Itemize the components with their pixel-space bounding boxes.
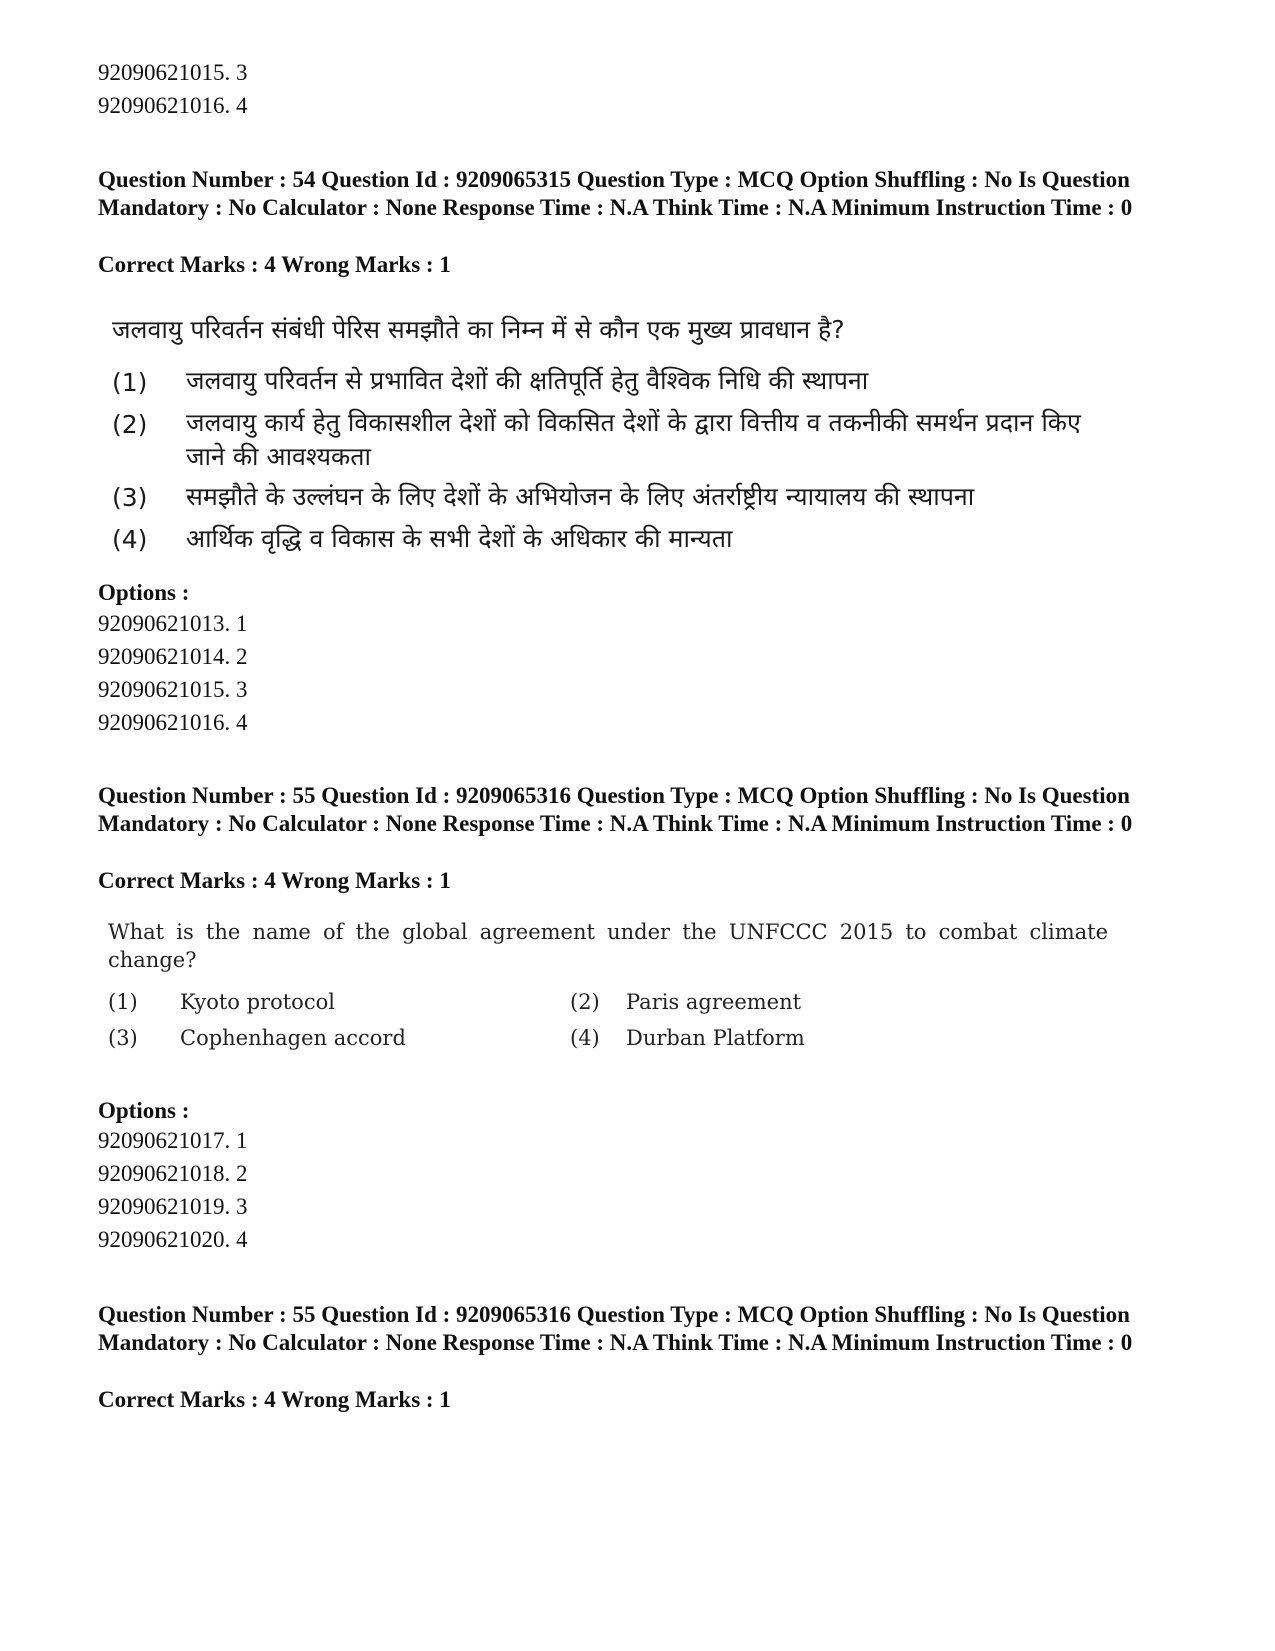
choice-number: (4): [570, 1026, 600, 1050]
question-55-body: [98, 916, 1118, 1066]
choice-number: (3): [108, 1026, 138, 1050]
option-line: 92090621019. 3: [98, 1194, 248, 1219]
choice-text: जलवायु परिवर्तन से प्रभावित देशों की क्षतिपूर्ति हेतु वैश्विक निधि की स्थापना: [186, 366, 869, 395]
question-55-repeat-marks: Correct Marks : 4 Wrong Marks : 1: [98, 1387, 451, 1412]
option-line: 92090621014. 2: [98, 644, 248, 669]
choice-text: Paris agreement: [626, 990, 802, 1014]
choice-number: (4): [112, 525, 148, 554]
option-line: 92090621020. 4: [98, 1227, 248, 1252]
option-line: 92090621015. 3: [98, 677, 248, 702]
choice-number: (2): [112, 410, 148, 439]
question-55-repeat-meta: Question Number : 55 Question Id : 9209065316 Question Type : MCQ Option Shuffling : No Is Question Mandatory : No Calculator : None Response Time : N.A Think Time : N.A Minimum Instruction Time : 0: [98, 1302, 1133, 1355]
question-54-body: [98, 300, 1098, 570]
options-heading: Options :: [98, 580, 190, 605]
choice-number: (1): [108, 990, 138, 1014]
question-55-marks: Correct Marks : 4 Wrong Marks : 1: [98, 868, 451, 893]
choice-number: (2): [570, 990, 600, 1014]
option-line: 92090621016. 4: [98, 93, 248, 118]
option-line: 92090621013. 1: [98, 611, 248, 636]
choice-text: Durban Platform: [626, 1026, 805, 1050]
question-55-meta: Question Number : 55 Question Id : 9209065316 Question Type : MCQ Option Shuffling : No Is Question Mandatory : No Calculator : None Response Time : N.A Think Time : N.A Minimum Instruction Time : 0: [98, 783, 1133, 836]
option-line: 92090621016. 4: [98, 710, 248, 735]
option-line: 92090621018. 2: [98, 1161, 248, 1186]
choice-text: Kyoto protocol: [180, 990, 335, 1014]
question-54-stem: जलवायु परिवर्तन संबंधी पेरिस समझौते का निम्न में से कौन एक मुख्य प्रावधान है?: [112, 315, 845, 344]
choice-number: (1): [112, 368, 148, 397]
choice-text: जलवायु कार्य हेतु विकासशील देशों को विकसित देशों के द्वारा वित्तीय व तकनीकी समर्थन प्रदान किए जाने की आवश्यकता: [186, 408, 1081, 471]
question-54-marks: Correct Marks : 4 Wrong Marks : 1: [98, 252, 451, 277]
option-line: 92090621017. 1: [98, 1128, 248, 1153]
choice-text: समझौते के उल्लंघन के लिए देशों के अभियोजन के लिए अंतर्राष्ट्रीय न्यायालय की स्थापना: [186, 482, 975, 511]
choice-number: (3): [112, 483, 148, 512]
question-55-stem: What is the name of the global agreement under the UNFCCC 2015 to combat climate change?: [108, 920, 1108, 972]
options-heading: Options :: [98, 1098, 190, 1123]
option-line: 92090621015. 3: [98, 60, 248, 85]
question-54-meta: Question Number : 54 Question Id : 9209065315 Question Type : MCQ Option Shuffling : No Is Question Mandatory : No Calculator : None Response Time : N.A Think Time : N.A Minimum Instruction Time : 0: [98, 167, 1133, 220]
choice-text: Cophenhagen accord: [180, 1026, 406, 1050]
choice-text: आर्थिक वृद्धि व विकास के सभी देशों के अधिकार की मान्यता: [186, 524, 733, 553]
